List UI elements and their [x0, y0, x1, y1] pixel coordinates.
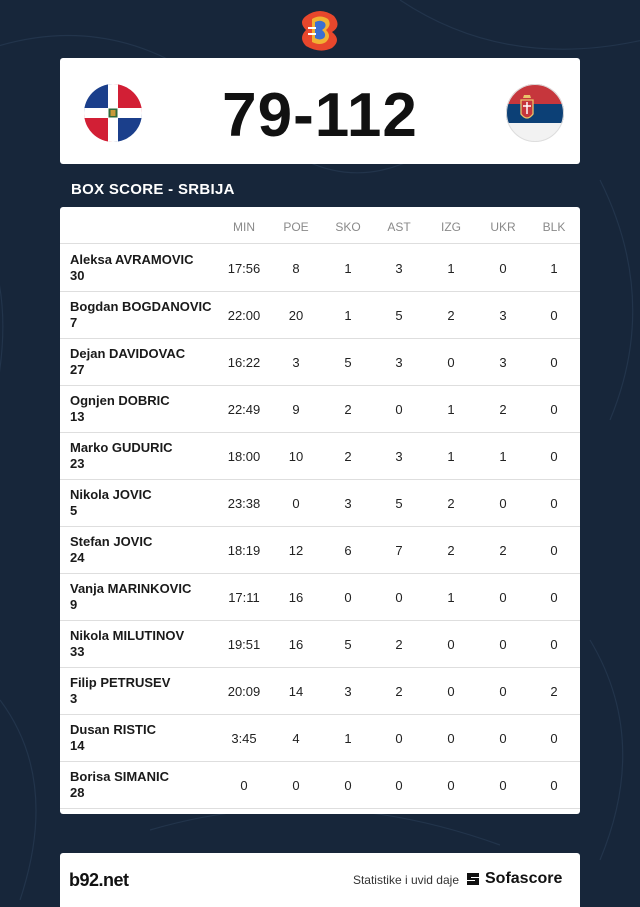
- player-number: 24: [70, 550, 85, 565]
- stat-izg: 0: [447, 355, 455, 370]
- stat-sko: 1: [344, 261, 352, 276]
- stat-min: 16:22: [227, 355, 261, 370]
- stat-poe: 16: [288, 637, 304, 652]
- table-row: [60, 291, 580, 339]
- player-full-name: Vanja MARINKOVIC: [70, 581, 192, 596]
- column-header-blk: BLK: [542, 220, 566, 234]
- stat-poe: 0: [292, 496, 300, 511]
- table-row: [60, 620, 580, 668]
- player-name: [70, 487, 152, 519]
- stat-poe: 10: [288, 449, 304, 464]
- stat-sko: 5: [344, 637, 352, 652]
- stat-izg: 1: [447, 449, 455, 464]
- stat-blk: 0: [550, 778, 558, 793]
- player-number: 30: [70, 268, 85, 283]
- stat-ast: 0: [395, 402, 403, 417]
- stat-blk: 2: [550, 684, 558, 699]
- stat-ukr: 0: [499, 261, 507, 276]
- section-title: BOX SCORE - SRBIJA: [71, 181, 235, 198]
- stat-ukr: 0: [499, 590, 507, 605]
- player-name: [70, 534, 152, 566]
- player-full-name: Stefan JOVIC: [70, 534, 153, 549]
- stat-min: 18:00: [227, 449, 261, 464]
- stat-blk: 0: [550, 449, 558, 464]
- player-number: 14: [70, 738, 85, 753]
- stat-sko: 1: [344, 308, 352, 323]
- player-name: [70, 346, 185, 378]
- stat-ast: 2: [395, 637, 403, 652]
- stat-ast: 3: [395, 261, 403, 276]
- stat-ast: 0: [395, 778, 403, 793]
- tournament-logo: [296, 8, 344, 52]
- table-row: [60, 244, 580, 292]
- stat-ast: 0: [395, 731, 403, 746]
- stat-blk: 0: [550, 637, 558, 652]
- player-full-name: Ognjen DOBRIC: [70, 393, 170, 408]
- stat-poe: 3: [292, 355, 300, 370]
- stat-ast: 5: [395, 308, 403, 323]
- stat-izg: 1: [447, 261, 455, 276]
- table-row: [60, 761, 580, 809]
- column-header-ukr: UKR: [490, 220, 516, 234]
- player-number: 5: [70, 503, 78, 518]
- stat-min: 17:11: [228, 590, 260, 605]
- stat-ukr: 2: [499, 543, 507, 558]
- brand-logo: b92.net: [69, 870, 129, 890]
- stat-ukr: 0: [499, 684, 507, 699]
- player-name: [70, 440, 173, 472]
- table-row: [60, 479, 580, 527]
- table-header: [60, 207, 580, 244]
- table-row: [60, 526, 580, 574]
- player-number: 7: [70, 315, 78, 330]
- table-row: [60, 385, 580, 433]
- stat-sko: 2: [344, 449, 352, 464]
- stat-min: 0: [240, 778, 248, 793]
- stat-ukr: 0: [499, 496, 507, 511]
- column-header-poe: POE: [283, 220, 309, 234]
- stat-sko: 2: [344, 402, 352, 417]
- player-full-name: Nikola MILUTINOV: [70, 628, 185, 643]
- stat-poe: 4: [292, 731, 300, 746]
- stat-izg: 0: [447, 731, 455, 746]
- final-score: 79-112: [222, 81, 418, 150]
- stat-poe: 20: [288, 308, 304, 323]
- stat-sko: 3: [344, 684, 352, 699]
- stat-min: 22:49: [227, 402, 261, 417]
- player-number: 28: [70, 785, 85, 800]
- stat-poe: 12: [288, 543, 304, 558]
- stat-ast: 5: [395, 496, 403, 511]
- stat-poe: 14: [288, 684, 304, 699]
- player-full-name: Dusan RISTIC: [70, 722, 156, 737]
- stat-min: 22:00: [227, 308, 261, 323]
- stat-min: 19:51: [227, 637, 261, 652]
- player-number: 27: [70, 362, 85, 377]
- stat-izg: 2: [447, 496, 455, 511]
- table-row: [60, 573, 580, 621]
- stat-sko: 0: [344, 778, 352, 793]
- stat-blk: 0: [550, 355, 558, 370]
- credit-text: Statistike i uvid daje: [352, 873, 459, 887]
- stat-blk: 0: [550, 731, 558, 746]
- stat-sko: 5: [344, 355, 352, 370]
- provider-name: Sofascore: [485, 870, 563, 887]
- stat-blk: 1: [550, 261, 558, 276]
- stat-min: 18:19: [227, 543, 261, 558]
- table-row: [60, 338, 580, 386]
- stat-ukr: 3: [499, 355, 507, 370]
- player-name: [70, 252, 194, 284]
- stat-sko: 3: [344, 496, 352, 511]
- sofascore-logo-icon: [465, 871, 481, 887]
- player-name: [70, 628, 184, 660]
- stat-blk: 0: [550, 543, 558, 558]
- scoreboard: [60, 58, 580, 164]
- stat-ast: 7: [395, 543, 403, 558]
- column-header-izg: IZG: [441, 220, 461, 234]
- stat-ukr: 2: [499, 402, 507, 417]
- table-row: [60, 714, 580, 762]
- player-name: [70, 722, 156, 754]
- player-number: 3: [70, 691, 78, 706]
- stat-ukr: 3: [499, 308, 507, 323]
- player-name: [70, 675, 170, 707]
- player-full-name: Nikola JOVIC: [70, 487, 152, 502]
- stat-sko: 0: [344, 590, 352, 605]
- footer: [60, 853, 580, 907]
- stat-poe: 9: [292, 402, 300, 417]
- column-header-sko: SKO: [335, 220, 361, 234]
- player-number: 9: [70, 597, 78, 612]
- stat-min: 20:09: [227, 684, 261, 699]
- column-header-min: MIN: [233, 220, 255, 234]
- player-number: 23: [70, 456, 85, 471]
- player-full-name: Borisa SIMANIC: [70, 769, 169, 784]
- stat-sko: 1: [344, 731, 352, 746]
- stat-ast: 3: [395, 449, 403, 464]
- stat-izg: 2: [447, 543, 455, 558]
- stat-ast: 2: [395, 684, 403, 699]
- stat-izg: 0: [447, 684, 455, 699]
- stat-poe: 0: [292, 778, 300, 793]
- stat-min: 23:38: [227, 496, 261, 511]
- stat-izg: 0: [447, 778, 455, 793]
- stat-izg: 0: [447, 637, 455, 652]
- stat-blk: 0: [550, 496, 558, 511]
- stat-izg: 1: [447, 590, 455, 605]
- box-score-table: [60, 207, 580, 814]
- stat-izg: 2: [447, 308, 455, 323]
- player-full-name: Marko GUDURIC: [70, 440, 173, 455]
- stat-min: 3:45: [231, 731, 257, 746]
- player-full-name: Filip PETRUSEV: [70, 675, 171, 690]
- stat-ast: 0: [395, 590, 403, 605]
- stat-ukr: 1: [499, 449, 507, 464]
- stat-blk: 0: [550, 402, 558, 417]
- player-name: [70, 581, 191, 613]
- stat-ast: 3: [395, 355, 403, 370]
- serbia-flag-icon: [506, 84, 564, 142]
- stat-ukr: 0: [499, 778, 507, 793]
- stat-ukr: 0: [499, 731, 507, 746]
- stat-min: 17:56: [227, 261, 261, 276]
- stat-blk: 0: [550, 590, 558, 605]
- stat-sko: 6: [344, 543, 352, 558]
- stat-blk: 0: [550, 308, 558, 323]
- table-row: [60, 432, 580, 480]
- player-number: 13: [70, 409, 85, 424]
- stat-ukr: 0: [499, 637, 507, 652]
- player-number: 33: [70, 644, 85, 659]
- stat-izg: 1: [447, 402, 455, 417]
- player-name: [70, 299, 212, 331]
- player-full-name: Aleksa AVRAMOVIC: [70, 252, 194, 267]
- player-name: [70, 393, 170, 425]
- player-full-name: Dejan DAVIDOVAC: [70, 346, 186, 361]
- column-header-ast: AST: [387, 220, 411, 234]
- table-row: [60, 667, 580, 715]
- stat-poe: 16: [288, 590, 304, 605]
- player-full-name: Bogdan BOGDANOVIC: [70, 299, 212, 314]
- stat-poe: 8: [292, 261, 300, 276]
- player-name: [70, 769, 169, 801]
